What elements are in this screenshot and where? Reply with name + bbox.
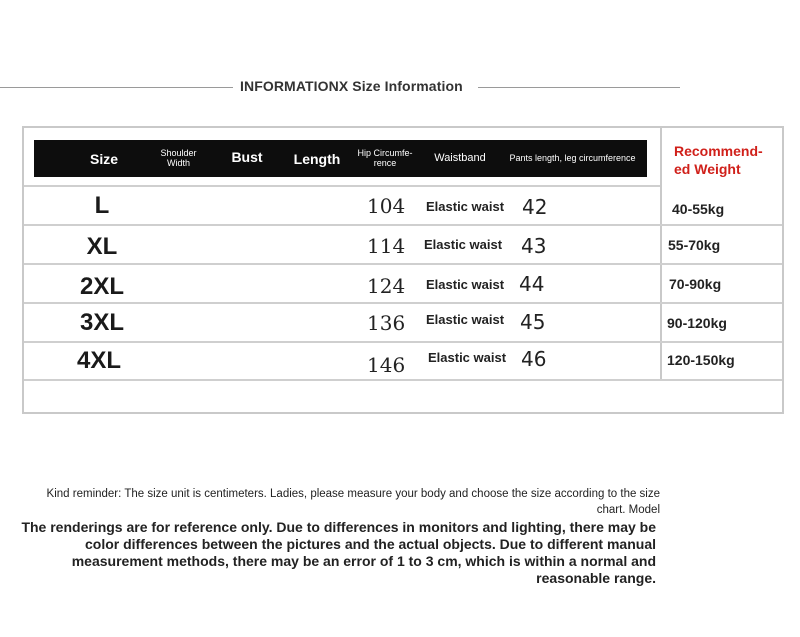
- size-value: 4XL: [76, 347, 121, 374]
- size-value: XL: [86, 233, 118, 260]
- pants-value: 46: [521, 347, 547, 371]
- weight-value: 120-150kg: [667, 352, 735, 368]
- size-value: 3XL: [79, 309, 124, 336]
- waistband-value: Elastic waist: [426, 199, 505, 214]
- col-hip: Hip Circumfe-rence: [357, 148, 413, 169]
- pants-value: 44: [519, 272, 545, 296]
- pants-value: 45: [520, 310, 546, 334]
- col-shoulder-width: Shoulder Width: [160, 148, 197, 169]
- hip-value: 136: [367, 311, 406, 335]
- weight-value: 90-120kg: [667, 315, 727, 331]
- hip-value: 146: [367, 353, 406, 377]
- table-row: [24, 227, 782, 265]
- title-divider-left: [0, 87, 233, 88]
- table-header: [34, 140, 647, 177]
- weight-value: 40-55kg: [672, 201, 725, 217]
- size-value: 2XL: [79, 273, 124, 300]
- waistband-value: Elastic waist: [426, 277, 505, 292]
- size-table: [22, 126, 784, 414]
- disclaimer-note: The renderings are for reference only. Due to differences in monitors and lighting, there may be color differences between the pictures and the actual objects. Due to different manual measurement methods, there may be an error of 1 to 3 cm, which is within a normal and reasonable range.: [21, 519, 656, 587]
- col-size: Size: [89, 151, 118, 167]
- size-value: L: [94, 192, 110, 219]
- weight-value: 70-90kg: [669, 276, 722, 292]
- row-divider: [24, 185, 660, 187]
- col-waistband: Waistband: [434, 152, 486, 164]
- col-recommended-weight: Recommend-ed Weight: [674, 143, 763, 178]
- table-row: [24, 188, 782, 226]
- weight-value: 55-70kg: [668, 237, 721, 253]
- col-length: Length: [293, 151, 341, 167]
- hip-value: 104: [367, 194, 406, 218]
- size-info-title: [0, 78, 800, 96]
- pants-value: 42: [522, 195, 548, 219]
- col-bust: Bust: [231, 149, 263, 165]
- waistband-value: Elastic waist: [428, 350, 507, 365]
- hip-value: 114: [367, 234, 406, 258]
- pants-value: 43: [521, 234, 547, 258]
- page-title: INFORMATIONX Size Information: [240, 78, 463, 94]
- hip-value: 124: [367, 274, 406, 298]
- waistband-value: Elastic waist: [424, 237, 503, 252]
- table-row: [24, 344, 782, 382]
- title-divider-right: [478, 87, 680, 88]
- col-pants: Pants length, leg circumference: [509, 153, 636, 163]
- waistband-value: Elastic waist: [426, 312, 505, 327]
- table-row: [24, 305, 782, 343]
- table-row: [24, 266, 782, 304]
- kind-reminder-note: Kind reminder: The size unit is centimeters. Ladies, please measure your body and choose the size according to the size chart. Model: [46, 488, 660, 516]
